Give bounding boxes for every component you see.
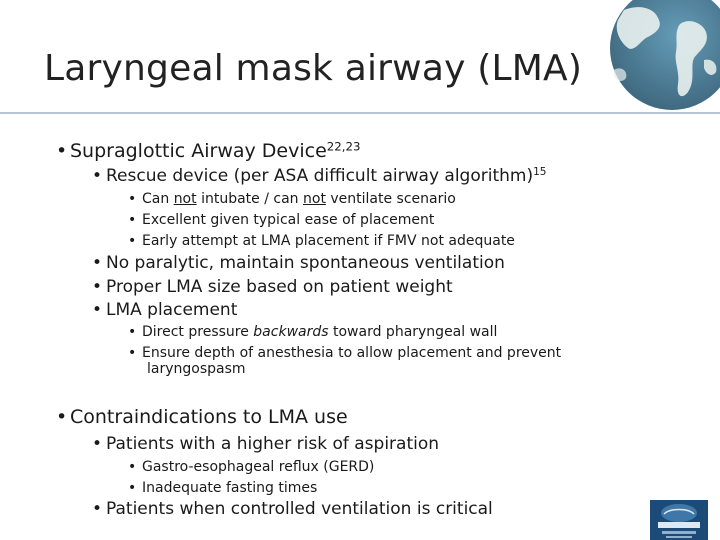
- bullet-controlled-ventilation: [92, 499, 493, 519]
- bullet-text: Early attempt at LMA placement if FMV not adequate: [142, 233, 515, 249]
- bullet-aspiration-risk: [92, 434, 439, 454]
- bullet-gerd: [128, 459, 374, 475]
- bullet-anesthesia-depth-continued: laryngospasm: [147, 361, 246, 377]
- bullet-anesthesia-depth: [128, 345, 561, 361]
- organization-logo-icon: [650, 500, 708, 540]
- bullet-marker: •: [56, 406, 68, 428]
- bullet-text: intubate / can: [196, 191, 303, 207]
- bullet-text: Gastro-esophageal reflux (GERD): [142, 459, 375, 475]
- bullet-contraindications: [56, 406, 348, 428]
- bullet-text: Ensure depth of anesthesia to allow placement and prevent: [142, 345, 562, 361]
- bullet-text: Inadequate fasting times: [142, 480, 318, 496]
- bullet-text: Excellent given typical ease of placement: [142, 212, 435, 228]
- bullet-ease-of-placement: [128, 212, 434, 228]
- bullet-early-attempt: [128, 233, 515, 249]
- bullet-supraglottic: [56, 140, 360, 162]
- bullet-marker: •: [92, 277, 103, 297]
- bullet-text: Patients with a higher risk of aspiration: [106, 434, 440, 454]
- bullet-marker: •: [92, 434, 103, 454]
- bullet-text: Can: [142, 191, 174, 207]
- globe-icon: [584, 0, 720, 124]
- bullet-marker: •: [128, 324, 137, 340]
- bullet-text: toward pharyngeal wall: [328, 324, 498, 340]
- underlined-word: not: [303, 191, 326, 207]
- bullet-text: No paralytic, maintain spontaneous ventilation: [106, 253, 505, 273]
- bullet-text: Supraglottic Airway Device: [70, 140, 327, 162]
- citation: 15: [533, 166, 547, 179]
- bullet-text: Direct pressure: [142, 324, 254, 340]
- bullet-marker: •: [92, 166, 103, 186]
- bullet-marker: •: [128, 233, 137, 249]
- bullet-lma-placement: [92, 300, 237, 320]
- bullet-cico-scenario: [128, 191, 456, 207]
- bullet-text: ventilate scenario: [325, 191, 456, 207]
- bullet-text: Rescue device (per ASA difficult airway algorithm): [106, 166, 534, 186]
- bullet-lma-size: [92, 277, 453, 297]
- bullet-text: Patients when controlled ventilation is critical: [106, 499, 493, 519]
- emphasized-word: backwards: [253, 324, 329, 340]
- slide-title: Laryngeal mask airway (LMA): [44, 48, 583, 89]
- bullet-marker: •: [128, 459, 137, 475]
- bullet-rescue-device: [92, 166, 547, 186]
- bullet-no-paralytic: [92, 253, 505, 273]
- bullet-marker: •: [128, 212, 137, 228]
- bullet-fasting-times: [128, 480, 317, 496]
- bullet-marker: •: [56, 140, 68, 162]
- bullet-marker: •: [92, 499, 103, 519]
- underlined-word: not: [173, 191, 197, 207]
- bullet-marker: •: [128, 480, 137, 496]
- bullet-text: Contraindications to LMA use: [70, 406, 348, 428]
- bullet-marker: •: [92, 300, 103, 320]
- citation: 22,23: [326, 139, 361, 154]
- bullet-text: LMA placement: [106, 300, 238, 320]
- bullet-marker: •: [128, 345, 137, 361]
- bullet-text: Proper LMA size based on patient weight: [106, 277, 453, 297]
- bullet-direct-pressure: [128, 324, 497, 340]
- title-divider: [0, 112, 720, 114]
- bullet-marker: •: [92, 253, 103, 273]
- bullet-marker: •: [128, 191, 137, 207]
